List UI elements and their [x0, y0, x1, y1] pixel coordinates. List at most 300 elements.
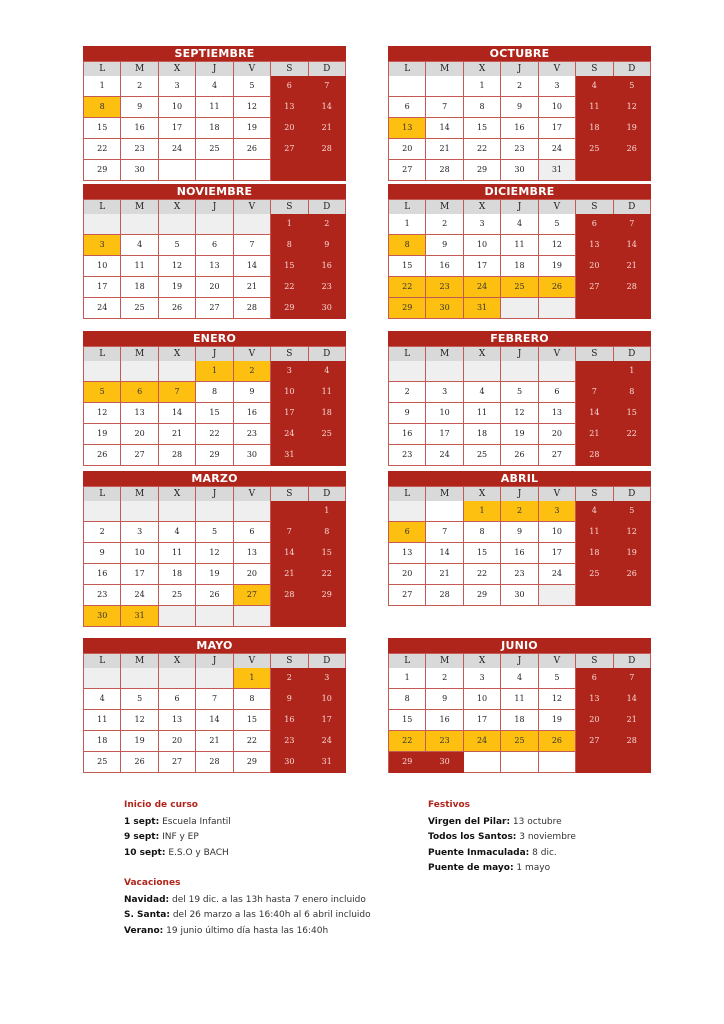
- day-cell: 13: [234, 543, 271, 564]
- day-cell: 20: [576, 710, 613, 731]
- weekday-header: X: [464, 346, 501, 361]
- month-title: MARZO: [83, 471, 346, 486]
- day-cell: 26: [539, 277, 576, 298]
- day-cell: 10: [271, 382, 308, 403]
- day-cell: 29: [196, 445, 233, 466]
- day-cell: 25: [84, 752, 121, 773]
- day-cell: 17: [464, 710, 501, 731]
- empty-cell: [309, 606, 346, 627]
- weekday-header: X: [464, 486, 501, 501]
- day-cell: 28: [426, 585, 463, 606]
- day-cell: 7: [426, 522, 463, 543]
- day-cell: 2: [501, 76, 538, 97]
- day-cell: 18: [576, 118, 613, 139]
- empty-cell: [539, 585, 576, 606]
- day-cell: 25: [159, 585, 196, 606]
- empty-cell: [196, 214, 233, 235]
- day-cell: 26: [159, 298, 196, 319]
- empty-cell: [159, 214, 196, 235]
- day-cell: 11: [159, 543, 196, 564]
- empty-cell: [271, 501, 308, 522]
- day-cell: 16: [426, 256, 463, 277]
- day-cell: 7: [196, 689, 233, 710]
- day-cell: 1: [389, 214, 426, 235]
- day-cell: 9: [426, 689, 463, 710]
- weekday-header: M: [426, 199, 463, 214]
- day-cell: 7: [614, 214, 651, 235]
- day-cell: 20: [271, 118, 308, 139]
- empty-cell: [576, 298, 613, 319]
- day-cell: 28: [271, 585, 308, 606]
- weekday-header: J: [196, 61, 233, 76]
- day-cell: 8: [464, 97, 501, 118]
- day-cell: 5: [196, 522, 233, 543]
- weekday-header: X: [159, 653, 196, 668]
- day-cell: 13: [539, 403, 576, 424]
- day-cell: 15: [271, 256, 308, 277]
- weekday-header: V: [234, 199, 271, 214]
- inicio-item: 1 sept: Escuela Infantil: [124, 816, 231, 827]
- month-title: FEBRERO: [388, 331, 651, 346]
- day-cell: 22: [464, 564, 501, 585]
- empty-cell: [84, 668, 121, 689]
- empty-cell: [271, 606, 308, 627]
- weekday-header: D: [614, 346, 651, 361]
- day-cell: 7: [234, 235, 271, 256]
- empty-cell: [614, 445, 651, 466]
- day-cell: 10: [464, 689, 501, 710]
- empty-cell: [389, 76, 426, 97]
- weekday-header: D: [614, 653, 651, 668]
- weekday-header: V: [234, 61, 271, 76]
- day-cell: 9: [84, 543, 121, 564]
- empty-cell: [84, 501, 121, 522]
- empty-cell: [501, 752, 538, 773]
- empty-cell: [464, 752, 501, 773]
- day-cell: 4: [196, 76, 233, 97]
- day-cell: 26: [121, 752, 158, 773]
- day-cell: 18: [159, 564, 196, 585]
- day-cell: 6: [389, 522, 426, 543]
- day-cell: 10: [309, 689, 346, 710]
- day-cell: 26: [196, 585, 233, 606]
- day-cell: 31: [309, 752, 346, 773]
- day-cell: 19: [614, 118, 651, 139]
- festivo-item: Puente de mayo: 1 mayo: [428, 863, 551, 873]
- day-cell: 1: [464, 76, 501, 97]
- day-cell: 24: [121, 585, 158, 606]
- day-cell: 28: [614, 731, 651, 752]
- month-title: SEPTIEMBRE: [83, 46, 346, 61]
- day-cell: 9: [389, 403, 426, 424]
- day-cell: 2: [389, 382, 426, 403]
- day-cell: 19: [501, 424, 538, 445]
- day-cell: 1: [271, 214, 308, 235]
- day-cell: 15: [196, 403, 233, 424]
- weekday-header: M: [121, 199, 158, 214]
- weekday-header: L: [389, 653, 426, 668]
- day-cell: 29: [234, 752, 271, 773]
- day-cell: 25: [576, 564, 613, 585]
- month-calendar-junio: [388, 638, 651, 773]
- day-cell: 19: [539, 256, 576, 277]
- day-cell: 28: [159, 445, 196, 466]
- day-cell: 5: [614, 76, 651, 97]
- vacaciones-item: S. Santa: del 26 marzo a las 16:40h al 6 abril incluido: [124, 910, 371, 920]
- weekday-header: L: [84, 199, 121, 214]
- weekday-header: M: [426, 61, 463, 76]
- month-calendar-octubre: [388, 46, 651, 181]
- month-calendar-abril: [388, 471, 651, 606]
- day-cell: 28: [614, 277, 651, 298]
- day-cell: 21: [614, 710, 651, 731]
- weekday-header: S: [271, 346, 308, 361]
- day-cell: 1: [84, 76, 121, 97]
- empty-cell: [539, 361, 576, 382]
- empty-cell: [196, 501, 233, 522]
- day-cell: 16: [501, 543, 538, 564]
- day-cell: 30: [309, 298, 346, 319]
- day-cell: 6: [121, 382, 158, 403]
- weekday-header: X: [464, 61, 501, 76]
- festivo-item: Puente Inmaculada: 8 dic.: [428, 847, 557, 858]
- day-cell: 7: [614, 668, 651, 689]
- month-grid: [388, 199, 651, 319]
- weekday-header: X: [464, 653, 501, 668]
- day-cell: 3: [159, 76, 196, 97]
- month-calendar-mayo: [83, 638, 346, 773]
- day-cell: 15: [464, 543, 501, 564]
- festivo-item: Todos los Santos: 3 noviembre: [428, 832, 576, 842]
- month-title: ABRIL: [388, 471, 651, 486]
- vacaciones-item: Verano: 19 junio último día hasta las 16:40h: [124, 925, 329, 936]
- day-cell: 11: [196, 97, 233, 118]
- weekday-header: V: [234, 653, 271, 668]
- day-cell: 13: [576, 689, 613, 710]
- day-cell: 8: [309, 522, 346, 543]
- day-cell: 1: [234, 668, 271, 689]
- empty-cell: [539, 752, 576, 773]
- day-cell: 12: [614, 522, 651, 543]
- day-cell: 10: [121, 543, 158, 564]
- day-cell: 6: [576, 668, 613, 689]
- month-calendar-febrero: [388, 331, 651, 466]
- inicio-item: 10 sept: E.S.O y BACH: [124, 847, 229, 858]
- inicio-heading: Inicio de curso: [124, 800, 198, 810]
- day-cell: 4: [121, 235, 158, 256]
- day-cell: 7: [159, 382, 196, 403]
- day-cell: 4: [159, 522, 196, 543]
- day-cell: 25: [309, 424, 346, 445]
- day-cell: 14: [614, 235, 651, 256]
- day-cell: 18: [309, 403, 346, 424]
- day-cell: 27: [196, 298, 233, 319]
- day-cell: 11: [309, 382, 346, 403]
- day-cell: 29: [389, 752, 426, 773]
- day-cell: 4: [576, 76, 613, 97]
- day-cell: 7: [309, 76, 346, 97]
- day-cell: 23: [426, 731, 463, 752]
- day-cell: 22: [389, 731, 426, 752]
- day-cell: 5: [539, 214, 576, 235]
- weekday-header: L: [389, 346, 426, 361]
- day-cell: 30: [501, 160, 538, 181]
- day-cell: 15: [389, 710, 426, 731]
- day-cell: 6: [576, 214, 613, 235]
- month-title: DICIEMBRE: [388, 184, 651, 199]
- festivos-heading: Festivos: [428, 800, 471, 810]
- empty-cell: [159, 501, 196, 522]
- weekday-header: X: [159, 486, 196, 501]
- day-cell: 21: [614, 256, 651, 277]
- day-cell: 26: [614, 564, 651, 585]
- weekday-header: D: [614, 199, 651, 214]
- day-cell: 10: [84, 256, 121, 277]
- empty-cell: [196, 160, 233, 181]
- day-cell: 29: [309, 585, 346, 606]
- weekday-header: D: [309, 199, 346, 214]
- weekday-header: D: [614, 61, 651, 76]
- day-cell: 1: [196, 361, 233, 382]
- day-cell: 12: [159, 256, 196, 277]
- day-cell: 9: [234, 382, 271, 403]
- day-cell: 29: [464, 160, 501, 181]
- day-cell: 12: [614, 97, 651, 118]
- empty-cell: [196, 668, 233, 689]
- weekday-header: S: [576, 199, 613, 214]
- month-grid: [83, 199, 346, 319]
- day-cell: 5: [121, 689, 158, 710]
- day-cell: 23: [309, 277, 346, 298]
- day-cell: 31: [464, 298, 501, 319]
- day-cell: 30: [84, 606, 121, 627]
- empty-cell: [309, 445, 346, 466]
- empty-cell: [614, 585, 651, 606]
- day-cell: 27: [576, 277, 613, 298]
- weekday-header: L: [84, 486, 121, 501]
- day-cell: 8: [389, 235, 426, 256]
- day-cell: 23: [501, 139, 538, 160]
- day-cell: 21: [576, 424, 613, 445]
- empty-cell: [576, 361, 613, 382]
- day-cell: 14: [426, 118, 463, 139]
- weekday-header: V: [234, 486, 271, 501]
- day-cell: 15: [234, 710, 271, 731]
- day-cell: 23: [271, 731, 308, 752]
- day-cell: 14: [196, 710, 233, 731]
- empty-cell: [84, 361, 121, 382]
- day-cell: 26: [84, 445, 121, 466]
- day-cell: 23: [121, 139, 158, 160]
- day-cell: 25: [464, 445, 501, 466]
- month-grid: [83, 653, 346, 773]
- empty-cell: [426, 76, 463, 97]
- day-cell: 5: [501, 382, 538, 403]
- day-cell: 9: [501, 522, 538, 543]
- day-cell: 5: [234, 76, 271, 97]
- day-cell: 22: [196, 424, 233, 445]
- day-cell: 8: [84, 97, 121, 118]
- day-cell: 9: [309, 235, 346, 256]
- weekday-header: M: [426, 653, 463, 668]
- notes-right: [428, 798, 576, 877]
- day-cell: 11: [464, 403, 501, 424]
- month-title: OCTUBRE: [388, 46, 651, 61]
- empty-cell: [576, 160, 613, 181]
- day-cell: 1: [464, 501, 501, 522]
- day-cell: 21: [426, 564, 463, 585]
- day-cell: 2: [309, 214, 346, 235]
- day-cell: 15: [389, 256, 426, 277]
- empty-cell: [426, 501, 463, 522]
- day-cell: 6: [389, 97, 426, 118]
- day-cell: 12: [121, 710, 158, 731]
- day-cell: 3: [121, 522, 158, 543]
- day-cell: 4: [464, 382, 501, 403]
- empty-cell: [159, 361, 196, 382]
- weekday-header: S: [271, 486, 308, 501]
- weekday-header: V: [234, 346, 271, 361]
- day-cell: 18: [121, 277, 158, 298]
- month-grid: [388, 346, 651, 466]
- festivo-item: Virgen del Pilar: 13 octubre: [428, 816, 562, 827]
- day-cell: 16: [271, 710, 308, 731]
- day-cell: 24: [464, 731, 501, 752]
- day-cell: 3: [426, 382, 463, 403]
- month-grid: [83, 346, 346, 466]
- day-cell: 9: [121, 97, 158, 118]
- weekday-header: M: [121, 486, 158, 501]
- empty-cell: [159, 606, 196, 627]
- day-cell: 23: [501, 564, 538, 585]
- day-cell: 18: [501, 256, 538, 277]
- day-cell: 18: [464, 424, 501, 445]
- day-cell: 24: [84, 298, 121, 319]
- weekday-header: J: [501, 199, 538, 214]
- empty-cell: [84, 214, 121, 235]
- day-cell: 24: [271, 424, 308, 445]
- day-cell: 31: [271, 445, 308, 466]
- empty-cell: [121, 214, 158, 235]
- day-cell: 17: [426, 424, 463, 445]
- day-cell: 25: [576, 139, 613, 160]
- day-cell: 6: [234, 522, 271, 543]
- day-cell: 13: [576, 235, 613, 256]
- day-cell: 9: [271, 689, 308, 710]
- day-cell: 31: [121, 606, 158, 627]
- day-cell: 8: [614, 382, 651, 403]
- empty-cell: [234, 214, 271, 235]
- day-cell: 28: [576, 445, 613, 466]
- day-cell: 27: [576, 731, 613, 752]
- day-cell: 3: [271, 361, 308, 382]
- day-cell: 8: [389, 689, 426, 710]
- day-cell: 23: [234, 424, 271, 445]
- empty-cell: [309, 160, 346, 181]
- weekday-header: M: [121, 61, 158, 76]
- day-cell: 19: [159, 277, 196, 298]
- day-cell: 16: [84, 564, 121, 585]
- empty-cell: [614, 752, 651, 773]
- weekday-header: S: [576, 346, 613, 361]
- day-cell: 6: [271, 76, 308, 97]
- day-cell: 9: [501, 97, 538, 118]
- weekday-header: M: [426, 346, 463, 361]
- day-cell: 3: [464, 214, 501, 235]
- day-cell: 20: [121, 424, 158, 445]
- day-cell: 20: [576, 256, 613, 277]
- weekday-header: S: [576, 486, 613, 501]
- day-cell: 29: [271, 298, 308, 319]
- day-cell: 28: [196, 752, 233, 773]
- day-cell: 23: [84, 585, 121, 606]
- day-cell: 11: [121, 256, 158, 277]
- day-cell: 7: [426, 97, 463, 118]
- weekday-header: X: [159, 199, 196, 214]
- day-cell: 3: [84, 235, 121, 256]
- day-cell: 30: [426, 752, 463, 773]
- day-cell: 22: [464, 139, 501, 160]
- day-cell: 20: [196, 277, 233, 298]
- day-cell: 3: [464, 668, 501, 689]
- day-cell: 30: [121, 160, 158, 181]
- day-cell: 14: [426, 543, 463, 564]
- day-cell: 2: [271, 668, 308, 689]
- empty-cell: [464, 361, 501, 382]
- day-cell: 24: [539, 139, 576, 160]
- day-cell: 31: [539, 160, 576, 181]
- day-cell: 17: [539, 543, 576, 564]
- day-cell: 24: [309, 731, 346, 752]
- weekday-header: D: [309, 346, 346, 361]
- weekday-header: J: [196, 199, 233, 214]
- inicio-item: 9 sept: INF y EP: [124, 832, 199, 842]
- day-cell: 1: [309, 501, 346, 522]
- empty-cell: [614, 160, 651, 181]
- day-cell: 1: [614, 361, 651, 382]
- day-cell: 10: [464, 235, 501, 256]
- day-cell: 6: [159, 689, 196, 710]
- day-cell: 22: [309, 564, 346, 585]
- day-cell: 4: [84, 689, 121, 710]
- day-cell: 12: [234, 97, 271, 118]
- day-cell: 25: [121, 298, 158, 319]
- day-cell: 26: [234, 139, 271, 160]
- weekday-header: D: [309, 486, 346, 501]
- day-cell: 2: [121, 76, 158, 97]
- day-cell: 28: [234, 298, 271, 319]
- empty-cell: [196, 606, 233, 627]
- day-cell: 12: [196, 543, 233, 564]
- weekday-header: M: [121, 346, 158, 361]
- day-cell: 27: [389, 585, 426, 606]
- weekday-header: V: [539, 346, 576, 361]
- weekday-header: J: [501, 486, 538, 501]
- month-grid: [388, 486, 651, 606]
- day-cell: 27: [234, 585, 271, 606]
- weekday-header: V: [539, 486, 576, 501]
- weekday-header: M: [426, 486, 463, 501]
- day-cell: 27: [121, 445, 158, 466]
- day-cell: 13: [389, 118, 426, 139]
- weekday-header: J: [501, 653, 538, 668]
- day-cell: 5: [84, 382, 121, 403]
- weekday-header: L: [84, 61, 121, 76]
- weekday-header: X: [159, 61, 196, 76]
- empty-cell: [501, 298, 538, 319]
- month-calendar-septiembre: [83, 46, 346, 181]
- day-cell: 14: [576, 403, 613, 424]
